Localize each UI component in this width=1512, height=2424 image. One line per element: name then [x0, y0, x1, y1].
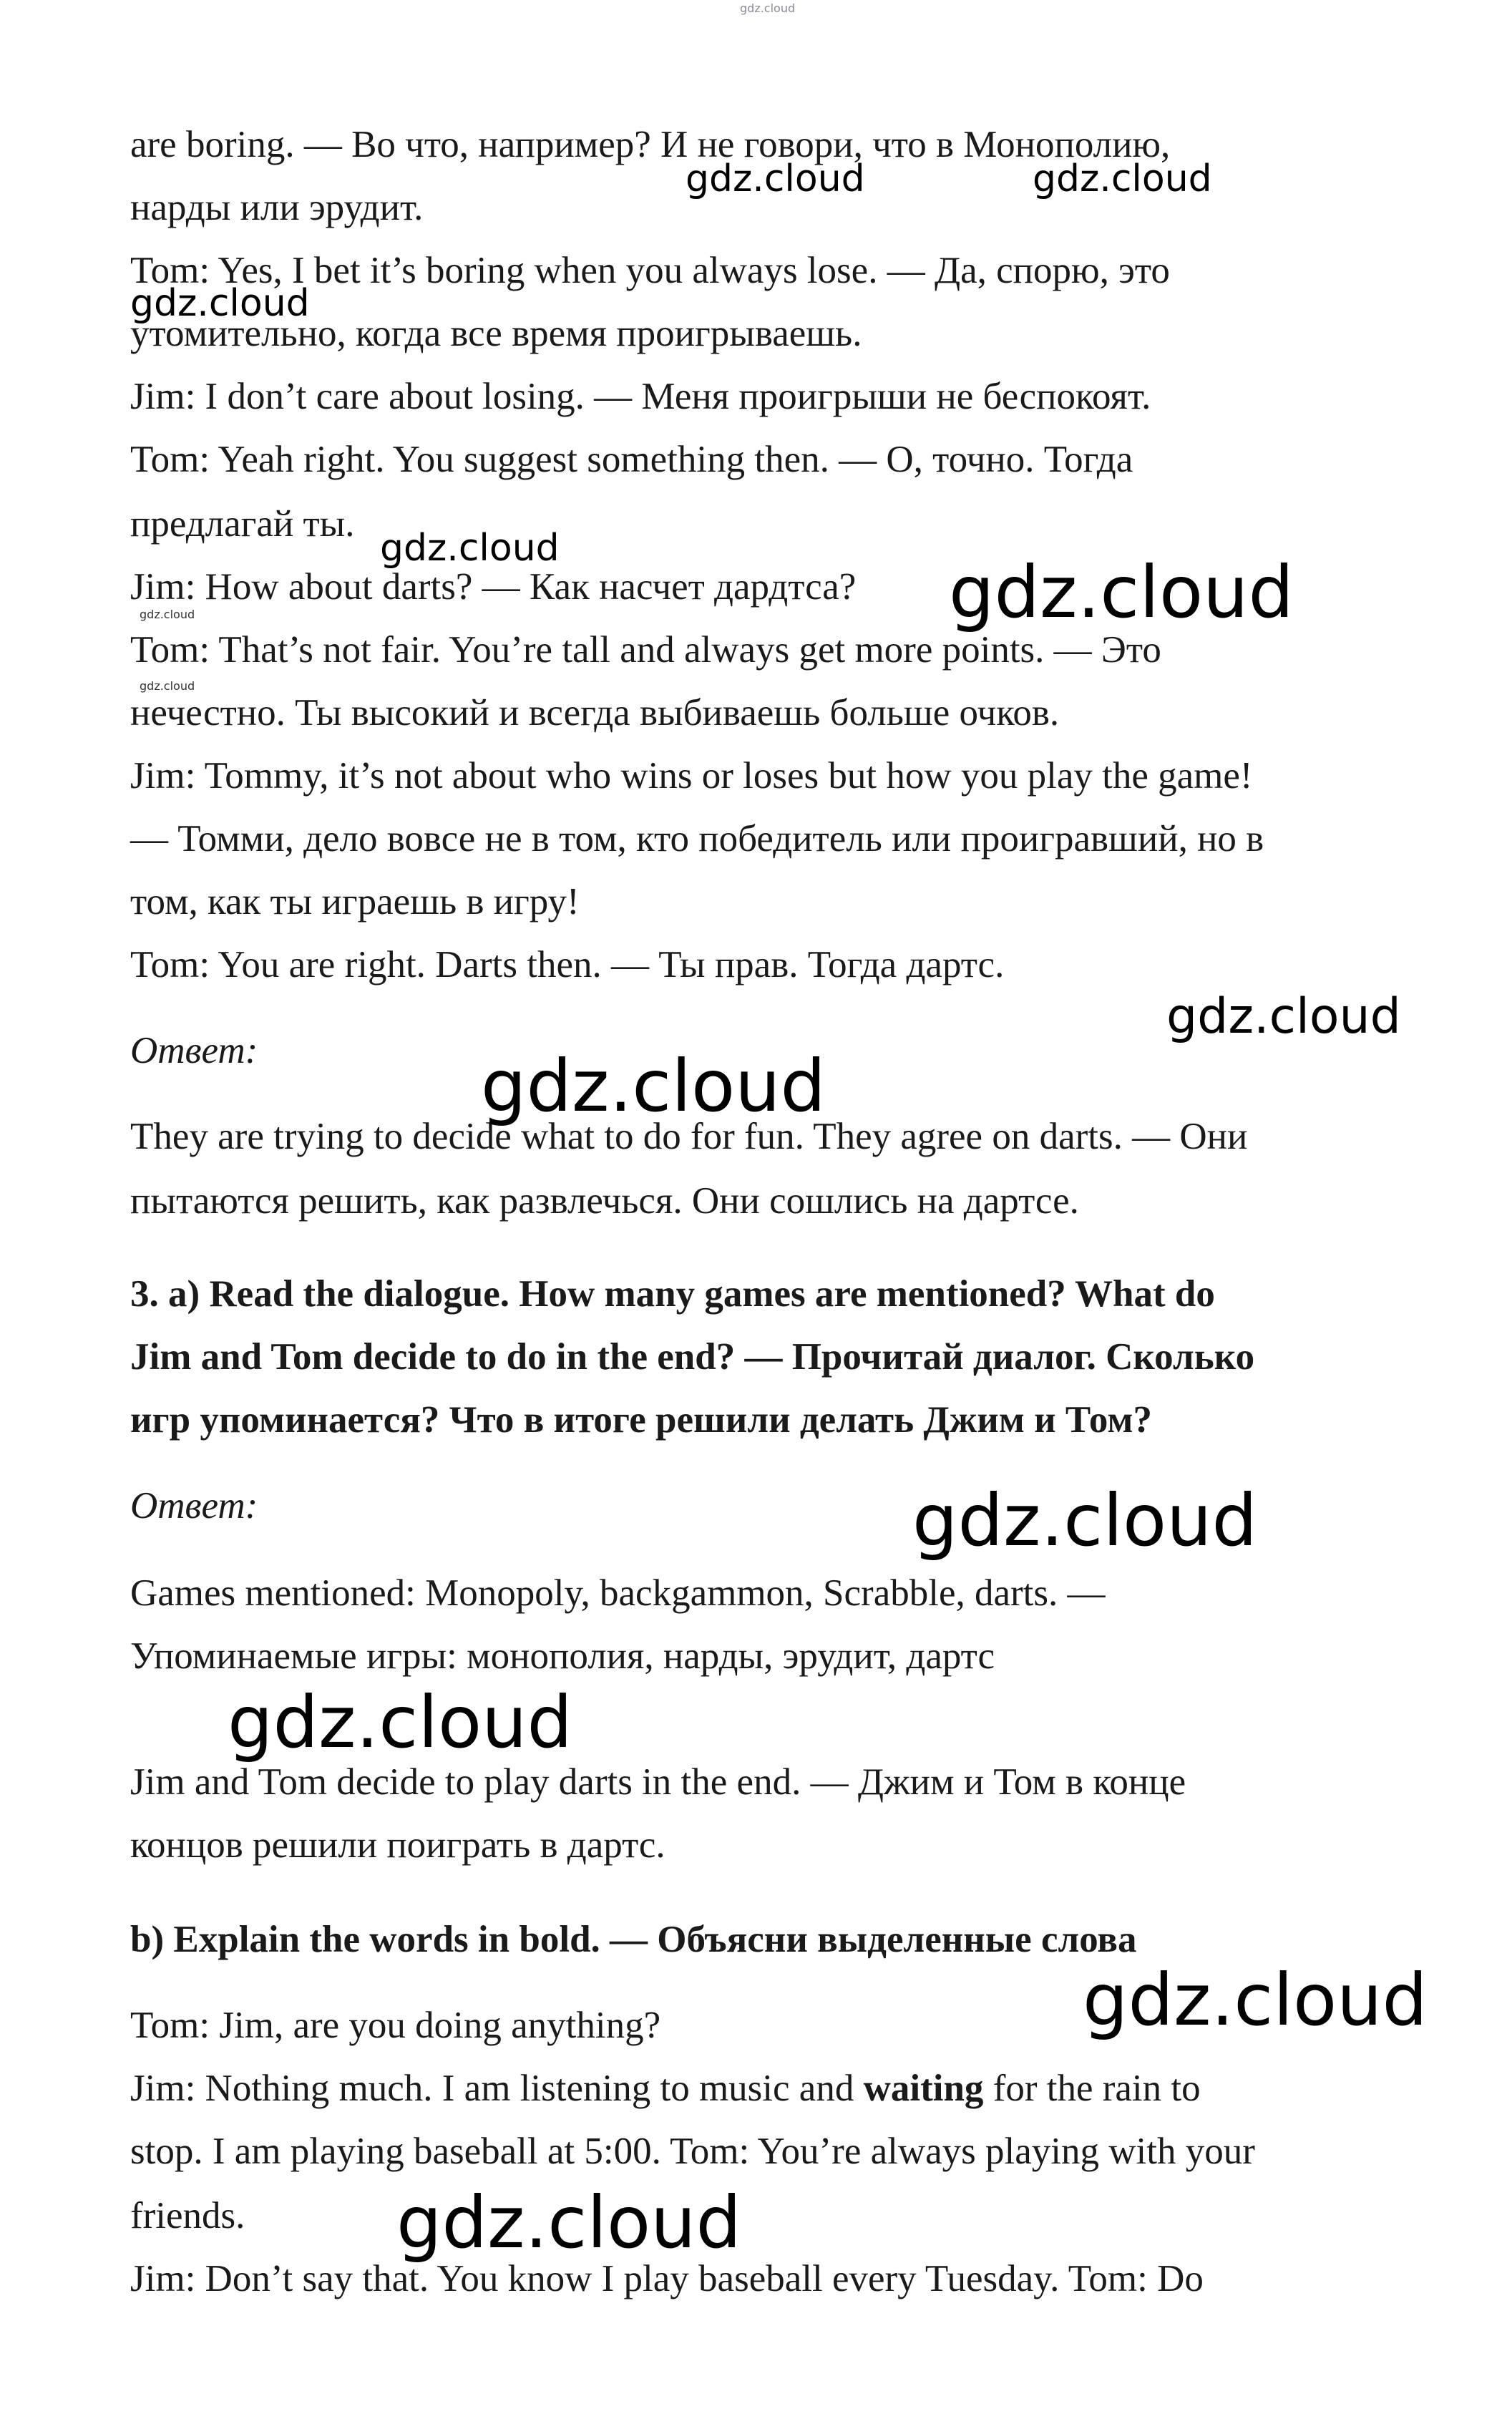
dialogue-text: Jim: Nothing much. I am listening to music and — [130, 2068, 864, 2109]
dialogue-line: friends. — [130, 2195, 245, 2236]
text-line: предлагай ты. — [130, 503, 355, 545]
watermark: gdz.cloud — [949, 550, 1294, 634]
answer-line: концов решили поиграть в дартс. — [130, 1824, 665, 1866]
task-heading: игр упоминается? Что в итоге решили делать Джим и Том? — [130, 1399, 1152, 1441]
watermark: gdz.cloud — [228, 1680, 573, 1764]
dialogue-line: stop. I am playing baseball at 5:00. Tom: You’re always playing with your — [130, 2131, 1255, 2172]
watermark: gdz.cloud — [686, 157, 865, 200]
answer-line: Упоминаемые игры: монополия, нарды, эрудит, дартс — [130, 1635, 995, 1677]
watermark: gdz.cloud — [1033, 157, 1212, 200]
watermark: gdz.cloud — [140, 679, 195, 693]
watermark: gdz.cloud — [1166, 988, 1401, 1045]
bold-word: waiting — [863, 2068, 984, 2109]
answer-label: Ответ: — [130, 1485, 258, 1527]
text-line: Tom: That’s not fair. You’re tall and always get more points. — Это — [130, 629, 1161, 671]
watermark-top: gdz.cloud — [740, 1, 796, 15]
dialogue-text: for the rain to — [983, 2068, 1201, 2109]
watermark: gdz.cloud — [140, 608, 195, 621]
answer-line: They are trying to decide what to do for fun. They agree on darts. — Они — [130, 1116, 1248, 1157]
watermark: gdz.cloud — [481, 1044, 826, 1128]
text-line: утомительно, когда все время проигрываешь. — [130, 313, 862, 354]
task-heading: 3. a) Read the dialogue. How many games are mentioned? What do — [130, 1273, 1215, 1315]
watermark: gdz.cloud — [380, 527, 560, 570]
watermark: gdz.cloud — [130, 282, 310, 325]
text-line: нечестно. Ты высокий и всегда выбиваешь больше очков. — [130, 692, 1060, 734]
task-heading: Jim and Tom decide to do in the end? — Прочитай диалог. Сколько — [130, 1336, 1255, 1378]
answer-line: Games mentioned: Monopoly, backgammon, Scrabble, darts. — — [130, 1572, 1106, 1614]
dialogue-line — [130, 2065, 1201, 2111]
text-line: Jim: Tommy, it’s not about who wins or loses but how you play the game! — [130, 755, 1253, 797]
text-line: are boring. — Во что, например? И не говори, что в Монополию, — [130, 124, 1171, 165]
dialogue-line: Jim: Don’t say that. You know I play baseball every Tuesday. Tom: Do — [130, 2258, 1204, 2299]
watermark: gdz.cloud — [1083, 1958, 1428, 2042]
answer-line: пытаются решить, как развлечься. Они сошлись на дартсе. — [130, 1180, 1079, 1222]
text-line: — Томми, дело вовсе не в том, кто победитель или проигравший, но в — [130, 818, 1264, 860]
text-line: Jim: I don’t care about losing. — Меня проигрыши не беспокоят. — [130, 376, 1151, 417]
watermark: gdz.cloud — [912, 1479, 1258, 1562]
text-line: Jim: How about darts? — Как насчет дардтса? — [130, 566, 857, 608]
dialogue-line: Tom: Jim, are you doing anything? — [130, 2005, 661, 2046]
text-line: Tom: Yes, I bet it’s boring when you always lose. — Да, спорю, это — [130, 250, 1170, 291]
text-line: нарды или эрудит. — [130, 187, 424, 228]
text-line: Tom: You are right. Darts then. — Ты прав. Тогда дартс. — [130, 944, 1005, 985]
answer-label: Ответ: — [130, 1030, 258, 1071]
text-line: Tom: Yeah right. You suggest something then. — О, точно. Тогда — [130, 439, 1133, 480]
answer-line: Jim and Tom decide to play darts in the end. — Джим и Том в конце — [130, 1761, 1186, 1803]
text-line: том, как ты играешь в игру! — [130, 881, 580, 923]
task-heading: b) Explain the words in bold. — Объясни выделенные слова — [130, 1919, 1137, 1960]
watermark: gdz.cloud — [396, 2181, 742, 2264]
